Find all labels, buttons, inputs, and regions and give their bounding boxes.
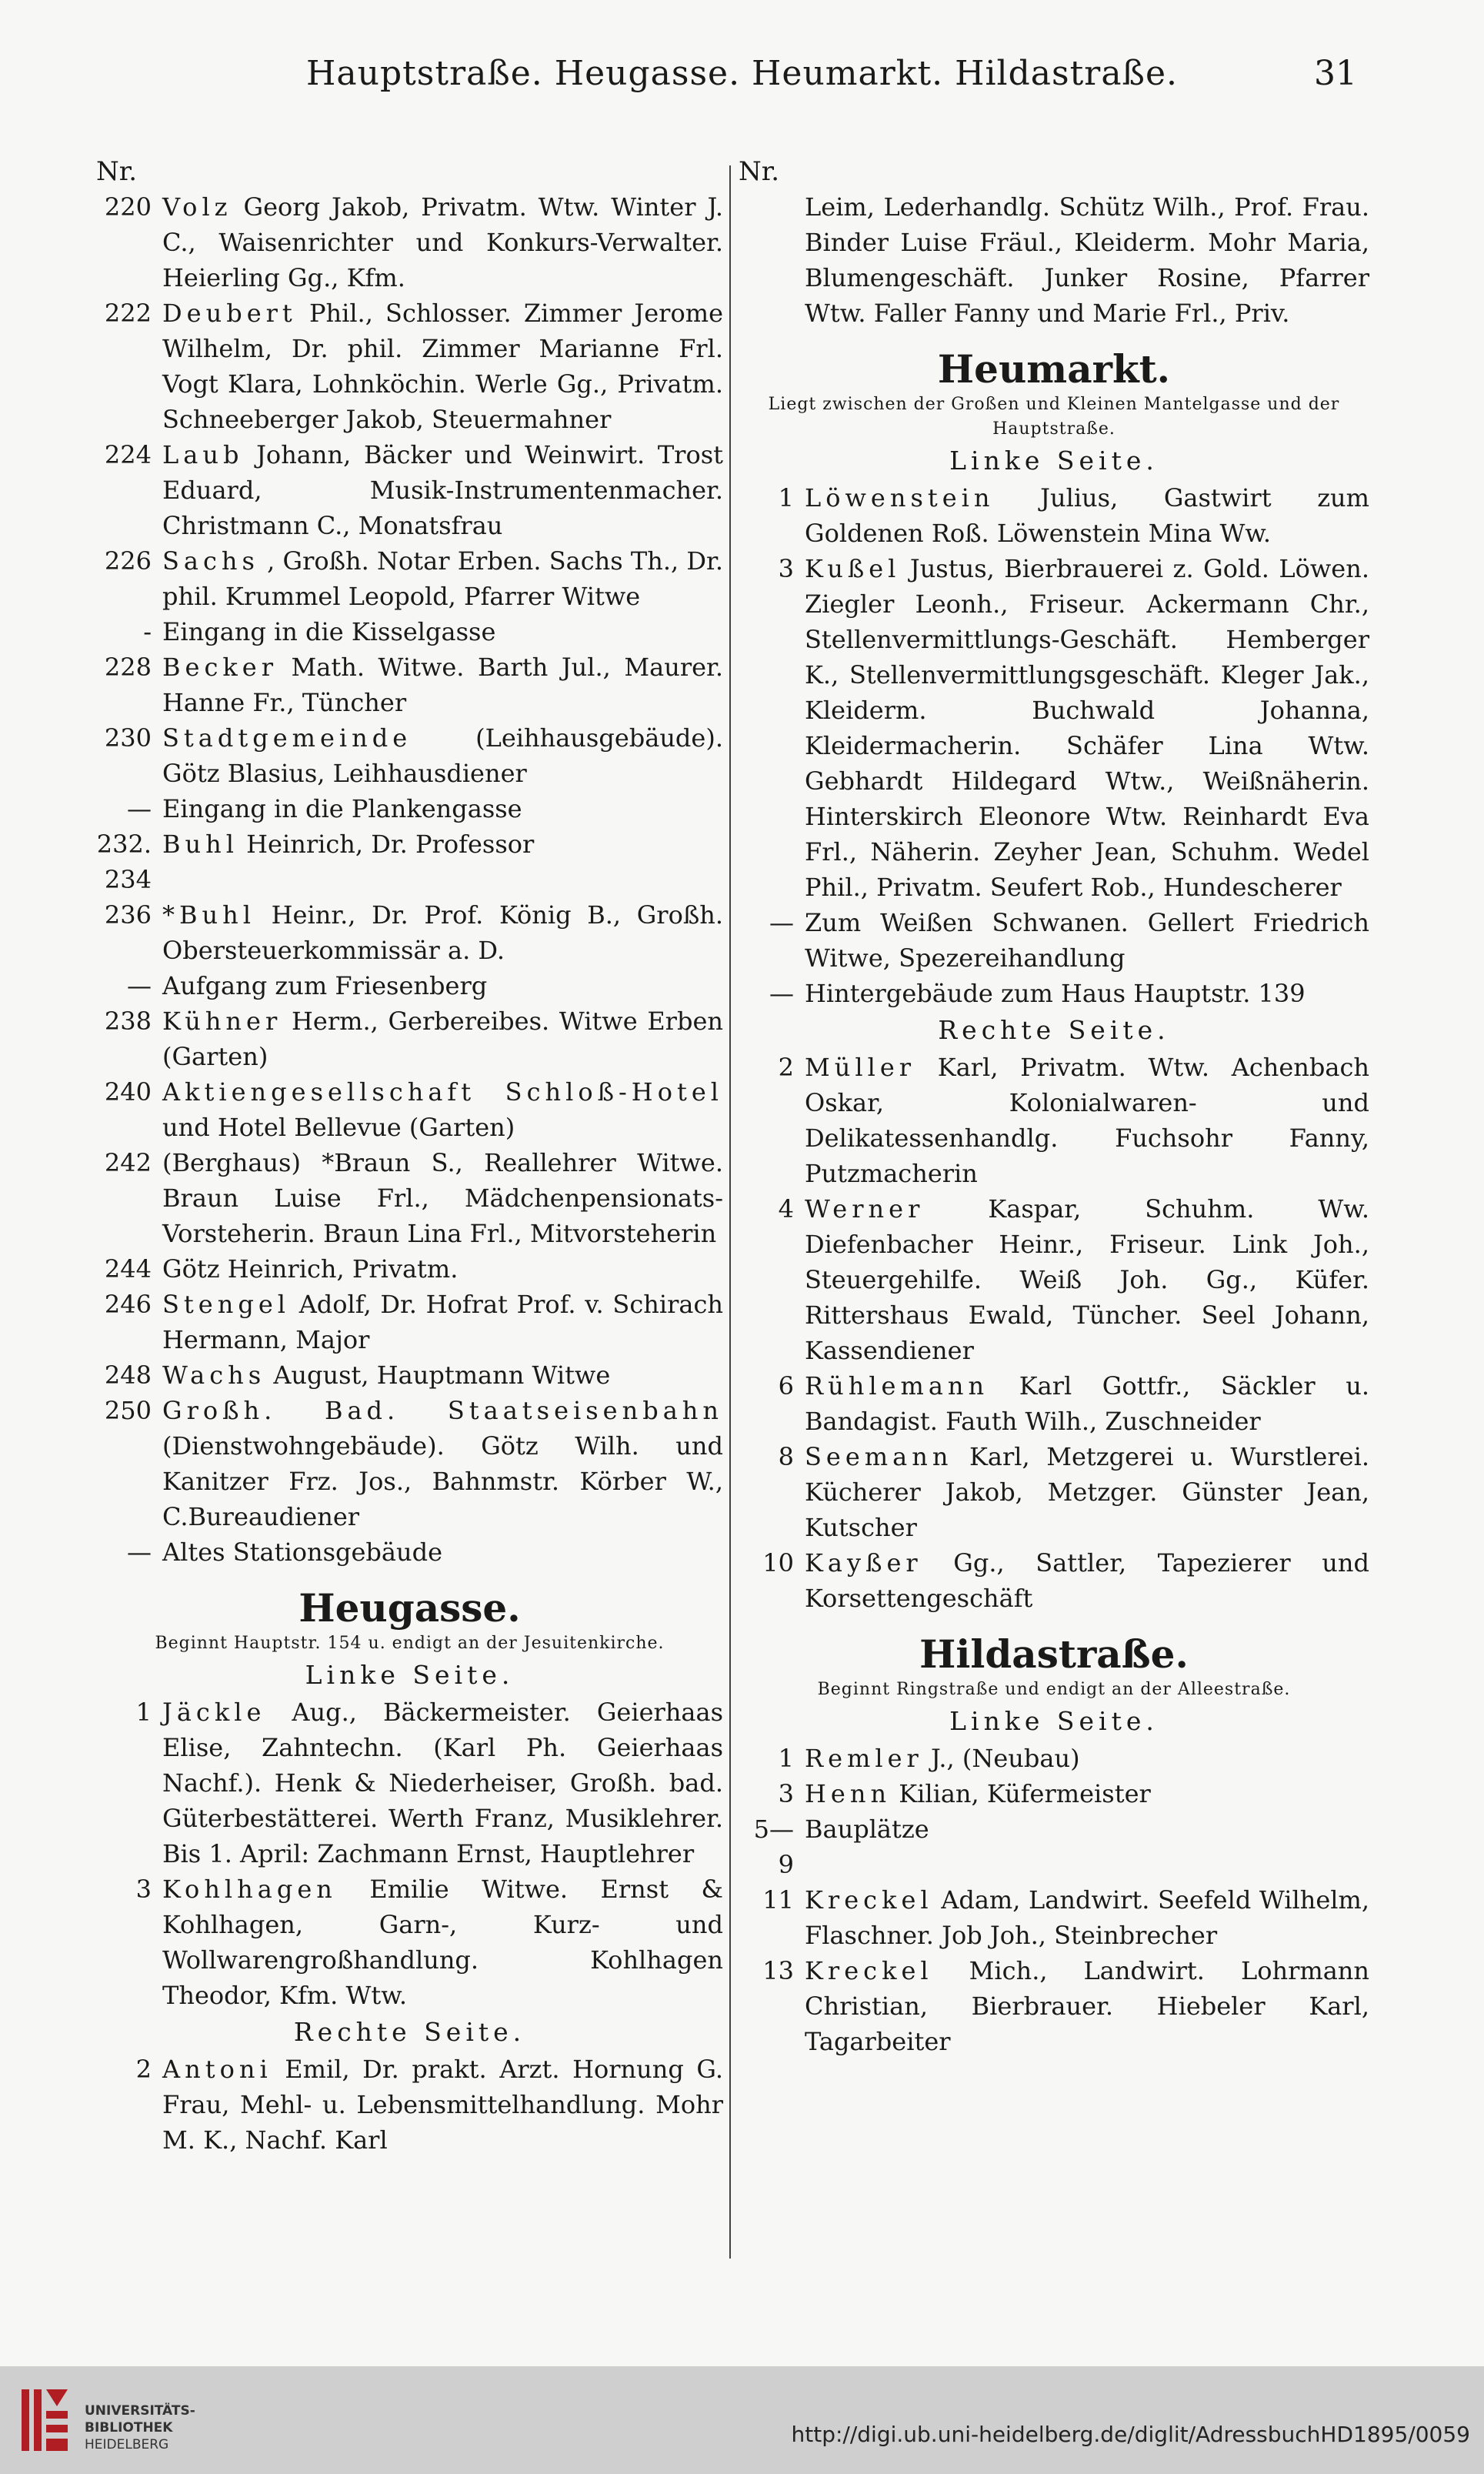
directory-entry	[96, 2052, 723, 2158]
resident-name: Remler	[805, 1744, 923, 1773]
entry-text	[805, 976, 1369, 1011]
entry-text	[162, 2052, 723, 2158]
directory-entry	[96, 1357, 723, 1393]
house-number: 226	[104, 546, 152, 576]
section-title-heugasse: Heugasse.	[298, 1585, 521, 1631]
column-divider	[729, 165, 731, 2259]
house-number: 13	[762, 1956, 794, 1985]
resident-name: Henn	[805, 1779, 892, 1808]
nr-label: Nr.	[96, 156, 138, 187]
directory-entry	[96, 437, 723, 543]
entry-details: Zum Weißen Schwanen. Gellert Friedrich Witwe, Spezereihandlung	[805, 908, 1369, 973]
entry-details: Mich., Landwirt. Lohrmann Christian, Bierbrauer. Hiebeler Karl, Tagarbeiter	[805, 1956, 1370, 2056]
entry-text	[162, 1003, 723, 1074]
resident-name: Aktiengesellschaft Schloß-Hotel	[162, 1077, 723, 1107]
entry-details: Georg Jakob, Privatm. Wtw. Winter J. C., Waisenrichter und Konkurs-Verwalter. Heierling Gg., Kfm.	[162, 192, 723, 292]
house-number: —	[127, 1537, 152, 1567]
continuation-text: Leim, Lederhandlg. Schütz Wilh., Prof. Frau. Binder Luise Fräul., Kleiderm. Mohr Maria, Blumengeschäft. Junker Rosine, Pfarrer Wtw. Faller Fanny und Marie Frl., Priv.	[805, 192, 1369, 328]
entry-details: Kaspar, Schuhm. Ww. Diefenbacher Heinr., Friseur. Link Joh., Steuergehilfe. Weiß Joh. Gg., Küfer. Rittershaus Ewald, Tüncher. Seel Johann, Kassendiener	[805, 1194, 1370, 1365]
directory-entry	[96, 295, 723, 437]
entry-text	[162, 826, 723, 897]
house-number: —	[127, 794, 152, 823]
entry-details: , Großh. Notar Erben. Sachs Th., Dr. phil. Krummel Leopold, Pfarrer Witwe	[162, 546, 724, 611]
entry-text	[162, 1145, 723, 1251]
house-number: 250	[104, 1396, 152, 1425]
resident-name: Volz	[162, 192, 232, 222]
entry-details: Eingang in die Plankengasse	[162, 794, 522, 823]
left-column	[96, 154, 723, 2158]
library-name-line2: BIBLIOTHEK	[85, 2420, 173, 2436]
directory-entry	[739, 1545, 1369, 1616]
heugasse-right-side-label: Rechte Seite.	[293, 2017, 526, 2047]
house-number: 4	[778, 1194, 794, 1224]
entry-text	[162, 295, 723, 437]
entry-details: Math. Witwe. Barth Jul., Maurer. Hanne Fr., Tüncher	[162, 653, 723, 717]
resident-name: Großh. Bad. Staatseisenbahn	[162, 1396, 723, 1425]
directory-entry	[739, 1811, 1369, 1882]
entry-details: Kilian, Küfermeister	[899, 1779, 1151, 1808]
entry-text	[805, 1882, 1369, 1953]
directory-entry	[96, 1145, 723, 1251]
house-number: 6	[778, 1371, 794, 1401]
entry-details: Adolf, Dr. Hofrat Prof. v. Schirach Hermann, Major	[162, 1290, 724, 1354]
entry-text	[162, 791, 723, 826]
resident-name: Löwenstein	[805, 483, 995, 512]
resident-name: *Buhl	[162, 900, 255, 930]
resident-name: Müller	[805, 1053, 916, 1082]
heugasse-left-entries	[96, 1694, 723, 2013]
entry-text	[162, 897, 723, 968]
entry-text	[162, 1871, 723, 2013]
directory-entry	[739, 905, 1369, 976]
resident-name: Kayßer	[805, 1548, 922, 1578]
directory-entry	[739, 1368, 1369, 1439]
house-number: 2	[778, 1053, 794, 1082]
entry-details: Emil, Dr. prakt. Arzt. Hornung G. Frau, Mehl- u. Lebensmittelhandlung. Mohr M. K., Nachf. Karl	[162, 2055, 724, 2155]
entry-text	[805, 1953, 1369, 2059]
directory-entry	[739, 480, 1369, 551]
house-number: 240	[104, 1077, 152, 1107]
entry-details: Heinr., Dr. Prof. König B., Großh. Obersteuerkommissär a. D.	[162, 900, 724, 965]
entry-text	[162, 1287, 723, 1357]
directory-entry	[96, 649, 723, 720]
entry-details: Phil., Schlosser. Zimmer Jerome Wilhelm, Dr. phil. Zimmer Marianne Frl. Vogt Klara, Lohnköchin. Werle Gg., Privatm. Schneeberger Jakob, Steuermahner	[162, 299, 724, 434]
entry-text	[162, 968, 723, 1003]
resident-name: Stengel	[162, 1290, 290, 1319]
house-number: 10	[762, 1548, 794, 1578]
entry-text	[805, 551, 1369, 905]
resident-name: Stadtgemeinde	[162, 723, 412, 753]
house-number: —	[769, 908, 794, 937]
entry-text	[805, 1368, 1369, 1439]
right-column	[739, 154, 1369, 2059]
house-number: 228	[104, 653, 152, 682]
section-subtitle-heugasse: Beginnt Hauptstr. 154 u. endigt an der Jesuitenkirche.	[155, 1634, 665, 1653]
entry-details: Justus, Bierbrauerei z. Gold. Löwen. Ziegler Leonh., Friseur. Ackermann Chr., Stellenvermittlungs-Geschäft. Hemberger K., Stellenvermittlungsgeschäft. Kleger Jak., Kleiderm. Buchwald Johanna, Kleidermacherin. Schäfer Lina Wtw. Gebhardt Hildegard Wtw., Weißnäherin. Hinterskirch Eleonore Wtw. Reinhardt Eva Frl., Näherin. Zeyher Jean, Schuhm. Wedel Phil., Privatm. Seufert Rob., Hundescherer	[805, 554, 1370, 902]
entry-details: (Berghaus) *Braun S., Reallehrer Witwe. Braun Luise Frl., Mädchenpensionats-Vorsteherin. Braun Lina Frl., Mitvorsteherin	[162, 1148, 723, 1248]
resident-name: Jäckle	[162, 1698, 266, 1727]
directory-entry	[96, 189, 723, 295]
resident-name: Kreckel	[805, 1956, 933, 1985]
entry-details: Hintergebäude zum Haus Hauptstr. 139	[805, 979, 1306, 1008]
entry-details: Heinrich, Dr. Professor	[246, 830, 535, 859]
entry-text	[805, 1776, 1369, 1811]
resident-name: Kühner	[162, 1007, 282, 1036]
entry-details: Johann, Bäcker und Weinwirt. Trost Eduard, Musik-Instrumentenmacher. Christmann C., Monatsfrau	[162, 440, 723, 540]
entry-text	[162, 1357, 723, 1393]
house-number: —	[769, 979, 794, 1008]
directory-entry	[96, 1074, 723, 1145]
entry-details: Altes Stationsgebäude	[162, 1537, 442, 1567]
resident-name: Wachs	[162, 1361, 266, 1390]
house-number: 8	[778, 1442, 794, 1471]
entry-text	[162, 649, 723, 720]
entry-details: (Leihhausgebäude). Götz Blasius, Leihhausdiener	[162, 723, 723, 788]
directory-entry	[96, 543, 723, 614]
hildastrasse-left-side-label: Linke Seite.	[949, 1706, 1159, 1736]
directory-entry	[96, 1534, 723, 1570]
house-number: 5—9	[753, 1815, 794, 1879]
library-logo-icon	[17, 2383, 72, 2457]
house-number: 3	[778, 1779, 794, 1808]
entry-text	[162, 614, 723, 649]
house-number: 1	[778, 1744, 794, 1773]
directory-entry	[739, 1953, 1369, 2059]
directory-entry	[96, 720, 723, 791]
house-number: 246	[104, 1290, 152, 1319]
house-number: 238	[104, 1007, 152, 1036]
entry-details: Karl Gottfr., Säckler u. Bandagist. Fauth Wilh., Zuschneider	[805, 1371, 1370, 1436]
house-number: 2	[135, 2055, 152, 2084]
running-title: Hauptstraße. Heugasse. Heumarkt. Hildastraße.	[306, 54, 1178, 93]
resident-name: Laub	[162, 440, 244, 469]
resident-name: Werner	[805, 1194, 925, 1224]
directory-entry	[96, 1287, 723, 1357]
house-number: 230	[104, 723, 152, 753]
house-number: 1	[135, 1698, 152, 1727]
directory-entry	[96, 1251, 723, 1287]
resident-name: Sachs	[162, 546, 259, 576]
directory-entry	[96, 897, 723, 968]
source-url-link[interactable]: http://digi.ub.uni-heidelberg.de/diglit/AdressbuchHD1895/0059	[791, 2422, 1470, 2447]
resident-name: Kußel	[805, 554, 901, 583]
resident-name: Rühlemann	[805, 1371, 989, 1401]
resident-name: Kreckel	[805, 1885, 933, 1915]
entry-details: J., (Neubau)	[931, 1744, 1080, 1773]
entry-details: Aufgang zum Friesenberg	[162, 971, 488, 1000]
house-number: 220	[104, 192, 152, 222]
entry-text	[162, 1393, 723, 1534]
directory-entry	[739, 1050, 1369, 1191]
entry-text	[162, 1074, 723, 1145]
entry-details: Emilie Witwe. Ernst & Kohlhagen, Garn-, Kurz- und Wollwarengroßhandlung. Kohlhagen Theodor, Kfm. Wtw.	[162, 1875, 724, 2010]
house-number: 11	[762, 1885, 794, 1915]
entry-details: Bauplätze	[805, 1815, 929, 1844]
entry-text	[805, 1439, 1369, 1545]
library-name-line1: UNIVERSITÄTS-	[85, 2403, 195, 2419]
directory-entry	[96, 968, 723, 1003]
section-title-hildastrasse: Hildastraße.	[919, 1631, 1189, 1677]
entry-details: und Hotel Bellevue (Garten)	[162, 1113, 515, 1142]
resident-name: Becker	[162, 653, 278, 682]
heugasse-right-entries	[96, 2052, 723, 2158]
entry-details: Karl, Metzgerei u. Wurstlerei. Kücherer Jakob, Metzger. Günster Jean, Kutscher	[805, 1442, 1369, 1542]
entry-text	[162, 437, 723, 543]
entry-text	[805, 1191, 1369, 1368]
house-number: 1	[778, 483, 794, 512]
heumarkt-left-entries	[739, 480, 1369, 1011]
entry-text	[162, 1534, 723, 1570]
continuation-entry	[739, 189, 1369, 331]
directory-entry	[739, 976, 1369, 1011]
footer-bar	[0, 2366, 1484, 2474]
entry-text	[805, 480, 1369, 551]
directory-entry	[96, 1694, 723, 1871]
house-number: —	[127, 971, 152, 1000]
directory-entry	[96, 1871, 723, 2013]
resident-name: Seemann	[805, 1442, 953, 1471]
house-number: 3	[135, 1875, 152, 1904]
entry-details: Karl, Privatm. Wtw. Achenbach Oskar, Kolonialwaren- und Delikatessenhandlg. Fuchsohr Fanny, Putzmacherin	[805, 1053, 1370, 1188]
entry-details: August, Hauptmann Witwe	[273, 1361, 611, 1390]
hildastrasse-entries	[739, 1741, 1369, 2059]
entry-details: Eingang in die Kisselgasse	[162, 617, 496, 646]
section-subtitle-hildastrasse: Beginnt Ringstraße und endigt an der Alleestraße.	[817, 1680, 1291, 1699]
heugasse-left-side-label: Linke Seite.	[305, 1660, 515, 1690]
page-number: 31	[1314, 54, 1357, 93]
directory-entry	[739, 551, 1369, 905]
entry-details: Herm., Gerbereibes. Witwe Erben (Garten)	[162, 1007, 724, 1071]
entry-text	[162, 189, 723, 295]
entry-details: Aug., Bäckermeister. Geierhaas Elise, Zahntechn. (Karl Ph. Geierhaas Nachf.). Henk & Niederheiser, Großh. bad. Güterbestätterei. Werth Franz, Musiklehrer. Bis 1. April: Zachmann Ernst, Hauptlehrer	[162, 1698, 724, 1868]
heumarkt-right-entries	[739, 1050, 1369, 1616]
nr-label: Nr.	[739, 156, 780, 187]
directory-entry	[96, 1003, 723, 1074]
directory-entry	[96, 614, 723, 649]
resident-name: Buhl	[162, 830, 238, 859]
directory-entry	[96, 791, 723, 826]
section-subtitle-heumarkt: Liegt zwischen der Großen und Kleinen Mantelgasse und der Hauptstraße.	[768, 395, 1340, 439]
directory-entry	[739, 1882, 1369, 1953]
entry-text	[805, 1811, 1369, 1882]
directory-entry	[739, 1776, 1369, 1811]
house-number: 248	[104, 1361, 152, 1390]
entry-text	[162, 543, 723, 614]
entry-details: (Dienstwohngebäude). Götz Wilh. und Kanitzer Frz. Jos., Bahnmstr. Körber W., C.Bureaudiener	[162, 1431, 723, 1531]
page-header	[0, 54, 1484, 115]
directory-entry	[739, 1439, 1369, 1545]
entry-text	[805, 1741, 1369, 1776]
resident-name: Antoni	[162, 2055, 272, 2084]
directory-entry	[96, 1393, 723, 1534]
entry-text	[162, 1694, 723, 1871]
heumarkt-left-side-label: Linke Seite.	[949, 446, 1159, 476]
entry-text	[805, 1545, 1369, 1616]
heumarkt-right-side-label: Rechte Seite.	[938, 1015, 1170, 1045]
house-number: 232. 234	[96, 830, 152, 894]
resident-name: Deubert	[162, 299, 297, 328]
house-number: 236	[104, 900, 152, 930]
house-number: 222	[104, 299, 152, 328]
entry-text	[805, 905, 1369, 976]
entry-details: Julius, Gastwirt zum Goldenen Roß. Löwenstein Mina Ww.	[805, 483, 1370, 548]
entry-details: Gg., Sattler, Tapezierer und Korsettengeschäft	[805, 1548, 1370, 1613]
entry-text	[162, 1251, 723, 1287]
house-number: 224	[104, 440, 152, 469]
library-logo[interactable]	[17, 2383, 202, 2457]
section-title-heumarkt: Heumarkt.	[937, 346, 1171, 392]
directory-entry	[96, 826, 723, 897]
house-number: 3	[778, 554, 794, 583]
library-name-line3: HEIDELBERG	[85, 2437, 169, 2452]
house-number: 242	[104, 1148, 152, 1177]
entry-text	[805, 1050, 1369, 1191]
house-number: 244	[104, 1254, 152, 1284]
entry-details: Adam, Landwirt. Seefeld Wilhelm, Flaschner. Job Joh., Steinbrecher	[805, 1885, 1370, 1950]
hauptstrasse-entries	[96, 189, 723, 1570]
resident-name: Kohlhagen	[162, 1875, 337, 1904]
entry-text	[162, 720, 723, 791]
house-number: -	[143, 617, 152, 646]
directory-entry	[739, 1191, 1369, 1368]
directory-entry	[739, 1741, 1369, 1776]
entry-details: Götz Heinrich, Privatm.	[162, 1254, 459, 1284]
